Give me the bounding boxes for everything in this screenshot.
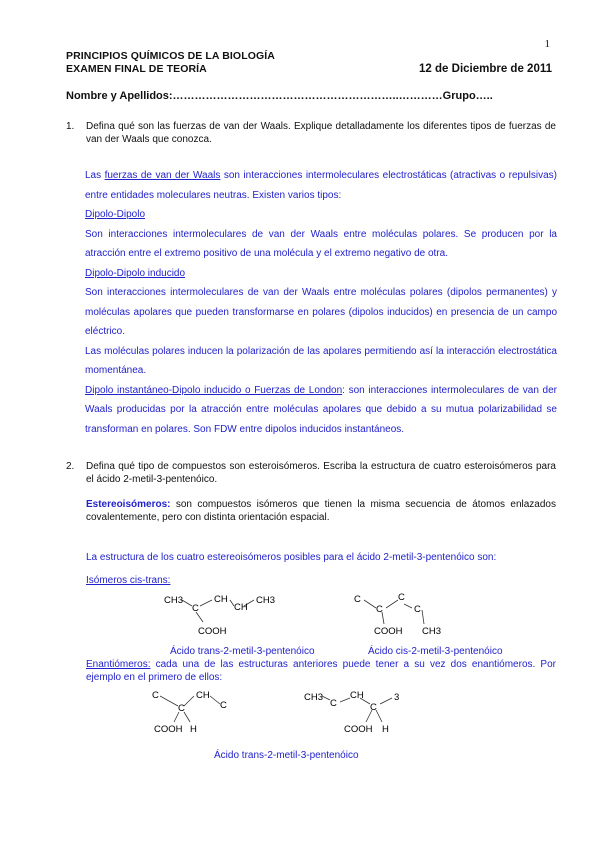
- ch3-label: CH3: [164, 595, 184, 606]
- cooh-label: COOH: [374, 626, 403, 637]
- ch3-label: CH3: [304, 692, 324, 703]
- caption-cis: Ácido cis-2-metil-3-pentenóico: [368, 646, 503, 657]
- course-title: PRINCIPIOS QUÍMICOS DE LA BIOLOGÍA: [66, 50, 275, 62]
- answer-paragraph: Son interacciones intermoleculares de van der Waals entre moléculas polares. Se producen por la atracción entre el extremo positivo de una molécula y el extremo negativo de otra.: [85, 228, 557, 259]
- caption-enantiomer: Ácido trans-2-metil-3-pentenóico: [214, 750, 359, 761]
- carbon-label: C: [178, 703, 185, 714]
- answer-paragraph: Son interacciones intermoleculares de van der Waals entre moléculas polares (dipolos permanentes) y moléculas apolares que pueden transformarse en polares (dipolos inducidos) en presencia de un campo eléctrico.: [85, 287, 557, 337]
- caption-trans: Ácido trans-2-metil-3-pentenóico: [170, 646, 315, 657]
- question-2: [66, 460, 556, 486]
- question-text: Defina qué son las fuerzas de van der Waals. Explique detalladamente los diferentes tipos de fuerzas de van der Waals que conozca.: [86, 121, 556, 145]
- ch3-label: CH3: [256, 595, 276, 606]
- enantiomers-text: cada una de las estructuras anteriores puede tener a su vez dos enantiómeros. Por ejemplo en el primero de ellos:: [86, 659, 556, 683]
- ch-label: CH: [234, 602, 248, 613]
- structure-enantiomer-2: [300, 686, 420, 736]
- answer-text: Las: [85, 170, 105, 181]
- ch-label: CH: [214, 594, 228, 605]
- subheading-london: Dipolo instantáneo-Dipolo inducido o Fuerzas de London: [85, 384, 343, 396]
- cooh-label: COOH: [344, 724, 373, 735]
- name-group-line: Nombre y Apellidos:……………………………………………………..…………Grupo…..: [66, 90, 493, 102]
- ch-label: CH: [350, 690, 364, 701]
- ch3-label: CH3: [422, 626, 442, 637]
- structure-cis: [352, 588, 462, 644]
- subheading-dipolo-dipolo: Dipolo-Dipolo: [85, 209, 146, 220]
- subheading-dipolo-inducido: Dipolo-Dipolo inducido: [85, 267, 186, 279]
- answer-paragraph: [85, 381, 557, 440]
- h-label: H: [382, 724, 389, 735]
- definition-text: son compuestos isómeros que tienen la misma secuencia de átomos enlazados covalentemente, pero con distinta orientación espacial.: [86, 499, 556, 523]
- structures-intro: La estructura de los cuatro estereoisómeros posibles para el ácido 2-metil-3-pentenóico son:: [86, 552, 497, 563]
- question-number: 1.: [66, 121, 75, 132]
- h-label: H: [190, 724, 197, 735]
- subheading-enantiomers: Enantiómeros:: [86, 659, 151, 670]
- question-1: [66, 120, 556, 146]
- cooh-label: COOH: [154, 724, 183, 735]
- cooh-label: COOH: [198, 626, 227, 637]
- answer-text: son interacciones intermoleculares electrostáticas (atractivas o repulsivas) entre entidades moleculares neutras. Existen varios tipos:: [85, 170, 557, 201]
- ch-label: CH: [196, 690, 210, 701]
- carbon-label: C: [330, 698, 337, 709]
- ch3-subscript-label: 3: [394, 692, 400, 703]
- carbon-label: C: [354, 594, 361, 605]
- definition-stereoisomers: [86, 498, 556, 524]
- structure-enantiomer-1: [148, 686, 268, 736]
- carbon-label: C: [376, 604, 383, 615]
- term-link-van-der-waals: fuerzas de van der Waals: [104, 170, 221, 181]
- answer-text: : son interacciones intermoleculares de van der Waals producidas por la atracción entre moléculas apolares que debido a su mutua polarizabilidad se transforman en polares. Son FDW entre dipolos inducidos instantáneos.: [85, 384, 557, 435]
- page-number: 1: [544, 38, 550, 50]
- carbon-label: C: [370, 702, 377, 713]
- subheading-cis-trans: Isómeros cis-trans:: [86, 575, 171, 586]
- question-text: Defina qué tipo de compuestos son esteroisómeros. Escriba la estructura de cuatro esteroisómeros para el ácido 2-metil-3-pentenóico.: [86, 461, 556, 485]
- question-number: 2.: [66, 461, 75, 472]
- carbon-label: C: [398, 592, 405, 603]
- carbon-label: C: [192, 603, 199, 614]
- structure-trans: [160, 588, 290, 644]
- definition-term: Estereoisómeros:: [86, 499, 171, 510]
- exam-title: EXAMEN FINAL DE TEORÍA: [66, 63, 207, 75]
- carbon-label: C: [220, 700, 227, 711]
- carbon-label: C: [414, 604, 421, 615]
- exam-date: 12 de Diciembre de 2011: [419, 63, 552, 75]
- answer-paragraph: [85, 166, 557, 205]
- enantiomers-paragraph: [86, 658, 556, 684]
- answer-paragraph: Las moléculas polares inducen la polarización de las apolares permitiendo así la interacción electrostática momentánea.: [85, 345, 557, 376]
- carbon-label: C: [152, 690, 159, 701]
- answer-1: [85, 166, 557, 439]
